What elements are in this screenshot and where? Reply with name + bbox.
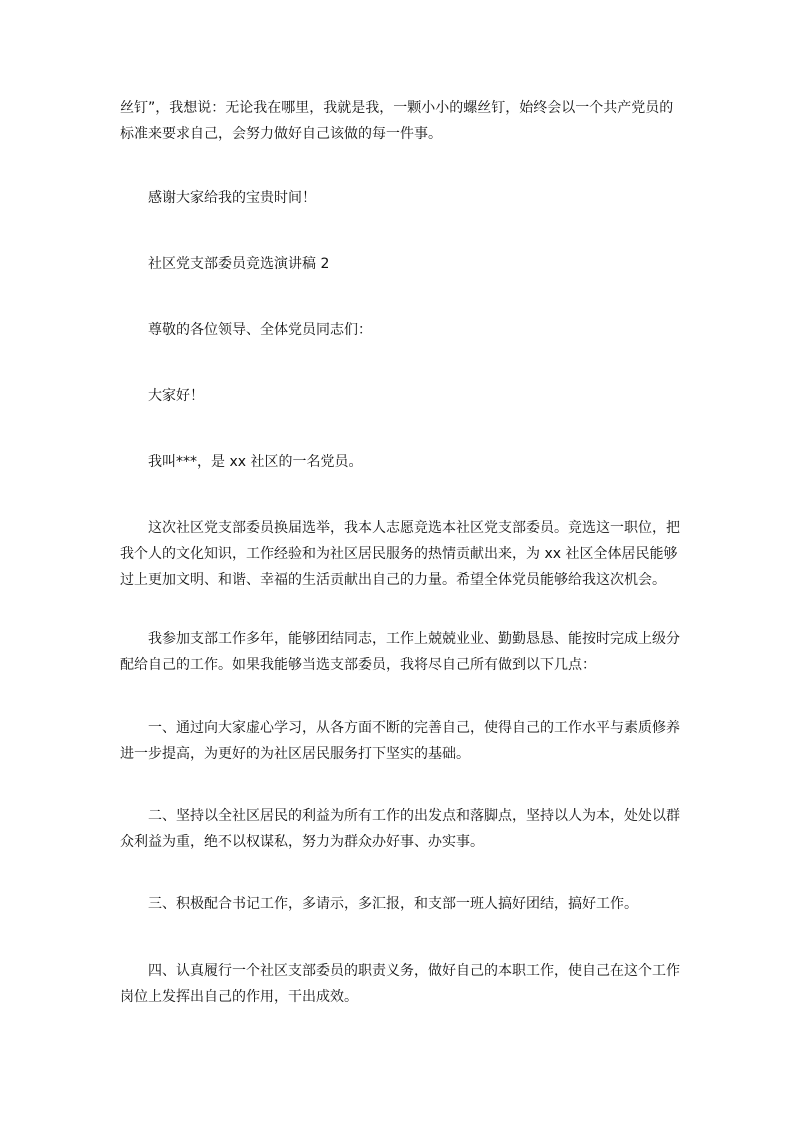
text-line: 进一步提高，为更好的为社区居民服务打下坚实的基础。 <box>120 746 470 762</box>
heading-text: 社区党支部委员竞选演讲稿 2 <box>148 256 330 272</box>
text-line: 三、积极配合书记工作，多请示，多汇报，和支部一班人搞好团结，搞好工作。 <box>148 896 638 912</box>
paragraph-candidacy <box>120 515 680 593</box>
text-line: 感谢大家给我的宝贵时间！ <box>148 190 316 206</box>
paragraph-point-two <box>120 803 680 855</box>
text-line: 过上更加文明、和谐、幸福的生活贡献出自己的力量。希望全体党员能够给我这次机会。 <box>120 572 666 588</box>
text-line: 我个人的文化知识，工作经验和为社区居民服务的热情贡献出来，为 xx 社区全体居民能够 <box>120 546 678 562</box>
text-line: 配给自己的工作。如果我能够当选支部委员，我将尽自己所有做到以下几点： <box>120 657 596 673</box>
paragraph-point-three <box>120 891 708 917</box>
text-line: 岗位上发挥出自己的作用，干出成效。 <box>120 989 358 1005</box>
paragraph-continuation <box>120 95 680 147</box>
text-line: 大家好！ <box>148 388 204 404</box>
paragraph-point-one <box>120 715 680 767</box>
text-line: 二、坚持以全社区居民的利益为所有工作的出发点和落脚点，坚持以人为本，处处以群 <box>148 808 680 824</box>
section-heading <box>120 251 708 277</box>
text-line: 众利益为重，绝不以权谋私，努力为群众办好事、办实事。 <box>120 834 484 850</box>
text-line: 我参加支部工作多年，能够团结同志，工作上兢兢业业、勤勤恳恳、能按时完成上级分 <box>148 631 680 647</box>
text-line: 尊敬的各位领导、全体党员同志们： <box>148 322 372 338</box>
paragraph-intro <box>120 449 708 475</box>
text-line: 一、通过向大家虚心学习，从各方面不断的完善自己，使得自己的工作水平与素质修养 <box>148 720 680 736</box>
text-line: 丝钉”，我想说：无论我在哪里，我就是我，一颗小小的螺丝钉，始终会以一个共产党员的 <box>120 100 674 116</box>
text-line: 四、认真履行一个社区支部委员的职责义务，做好自己的本职工作，使自己在这个工作 <box>148 963 680 979</box>
text-line: 我叫***，是 xx 社区的一名党员。 <box>148 454 363 470</box>
paragraph-thanks <box>120 185 708 211</box>
paragraph-experience <box>120 626 680 678</box>
text-line: 标准来要求自己，会努力做好自己该做的每一件事。 <box>120 126 442 142</box>
paragraph-greeting <box>120 383 708 409</box>
paragraph-salutation <box>120 317 708 343</box>
text-line: 这次社区党支部委员换届选举，我本人志愿竞选本社区党支部委员。竞选这一职位，把 <box>148 520 680 536</box>
paragraph-point-four <box>120 958 680 1010</box>
